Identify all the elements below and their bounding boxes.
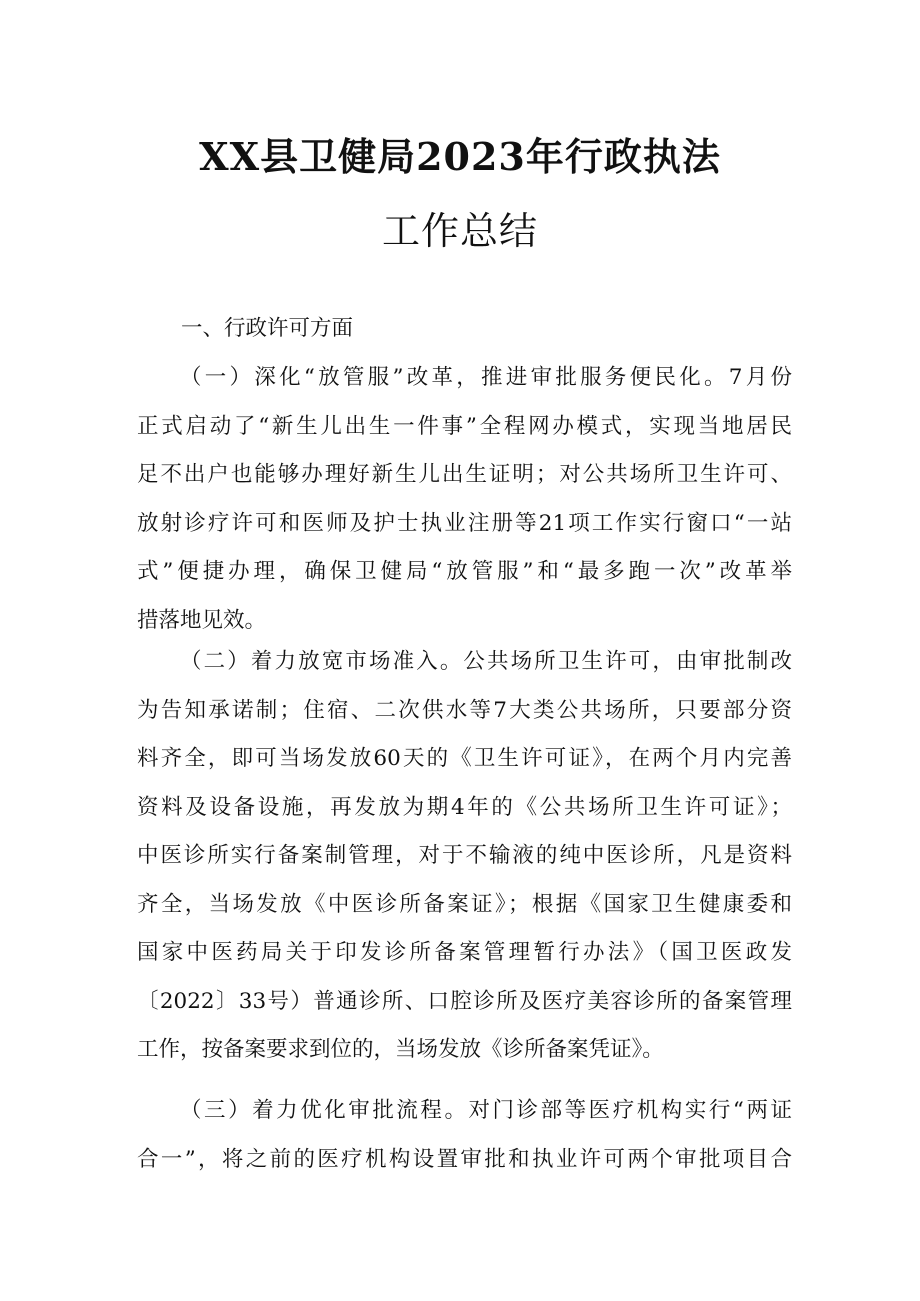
paragraph-line: 齐全，当场发放《中医诊所备案证》；根据《国家卫生健康委和: [137, 891, 792, 917]
paragraph-line: （三）着力优化审批流程。对门诊部等医疗机构实行“两证: [180, 1098, 792, 1123]
paragraph-line: 国家中医药局关于印发诊所备案管理暂行办法》（国卫医政发: [137, 940, 792, 965]
paragraph-line: 为告知承诺制；住宿、二次供水等7大类公共场所，只要部分资: [137, 697, 792, 723]
paragraph-line: （一）深化“放管服”改革，推进审批服务便民化。7月份: [180, 365, 792, 390]
paragraph-line: 合一”，将之前的医疗机构设置审批和执业许可两个审批项目合: [137, 1146, 792, 1172]
section-heading: 一、行政许可方面: [181, 316, 354, 341]
paragraph-line: 料齐全，即可当场发放60天的《卫生许可证》，在两个月内完善: [137, 746, 792, 771]
paragraph-line: 工作，按备案要求到位的，当场发放《诊所备案凭证》。: [137, 1037, 664, 1062]
paragraph-line: 足不出户也能够办理好新生儿出生证明；对公共场所卫生许可、: [137, 462, 792, 487]
paragraph-line: 正式启动了“新生儿出生一件事”全程网办模式，实现当地居民: [137, 413, 792, 439]
paragraph-line: 措落地见效。: [137, 607, 267, 633]
paragraph-line: 放射诊疗许可和医师及护士执业注册等21项工作实行窗口“一站: [137, 510, 792, 536]
paragraph-line: （二）着力放宽市场准入。公共场所卫生许可，由审批制改: [180, 649, 792, 674]
paragraph-line: 中医诊所实行备案制管理，对于不输液的纯中医诊所，凡是资料: [137, 843, 792, 868]
document-title-line1: XX县卫健局2023年行政执法: [199, 134, 721, 179]
paragraph-line: 资料及设备设施，再发放为期4年的《公共场所卫生许可证》；: [137, 794, 792, 820]
document-title-line2: 工作总结: [381, 209, 538, 253]
paragraph-line: 式”便捷办理，确保卫健局“放管服”和“最多跑一次”改革举: [137, 559, 792, 584]
paragraph-line: 〔2022〕33号）普通诊所、口腔诊所及医疗美容诊所的备案管理: [137, 988, 792, 1014]
